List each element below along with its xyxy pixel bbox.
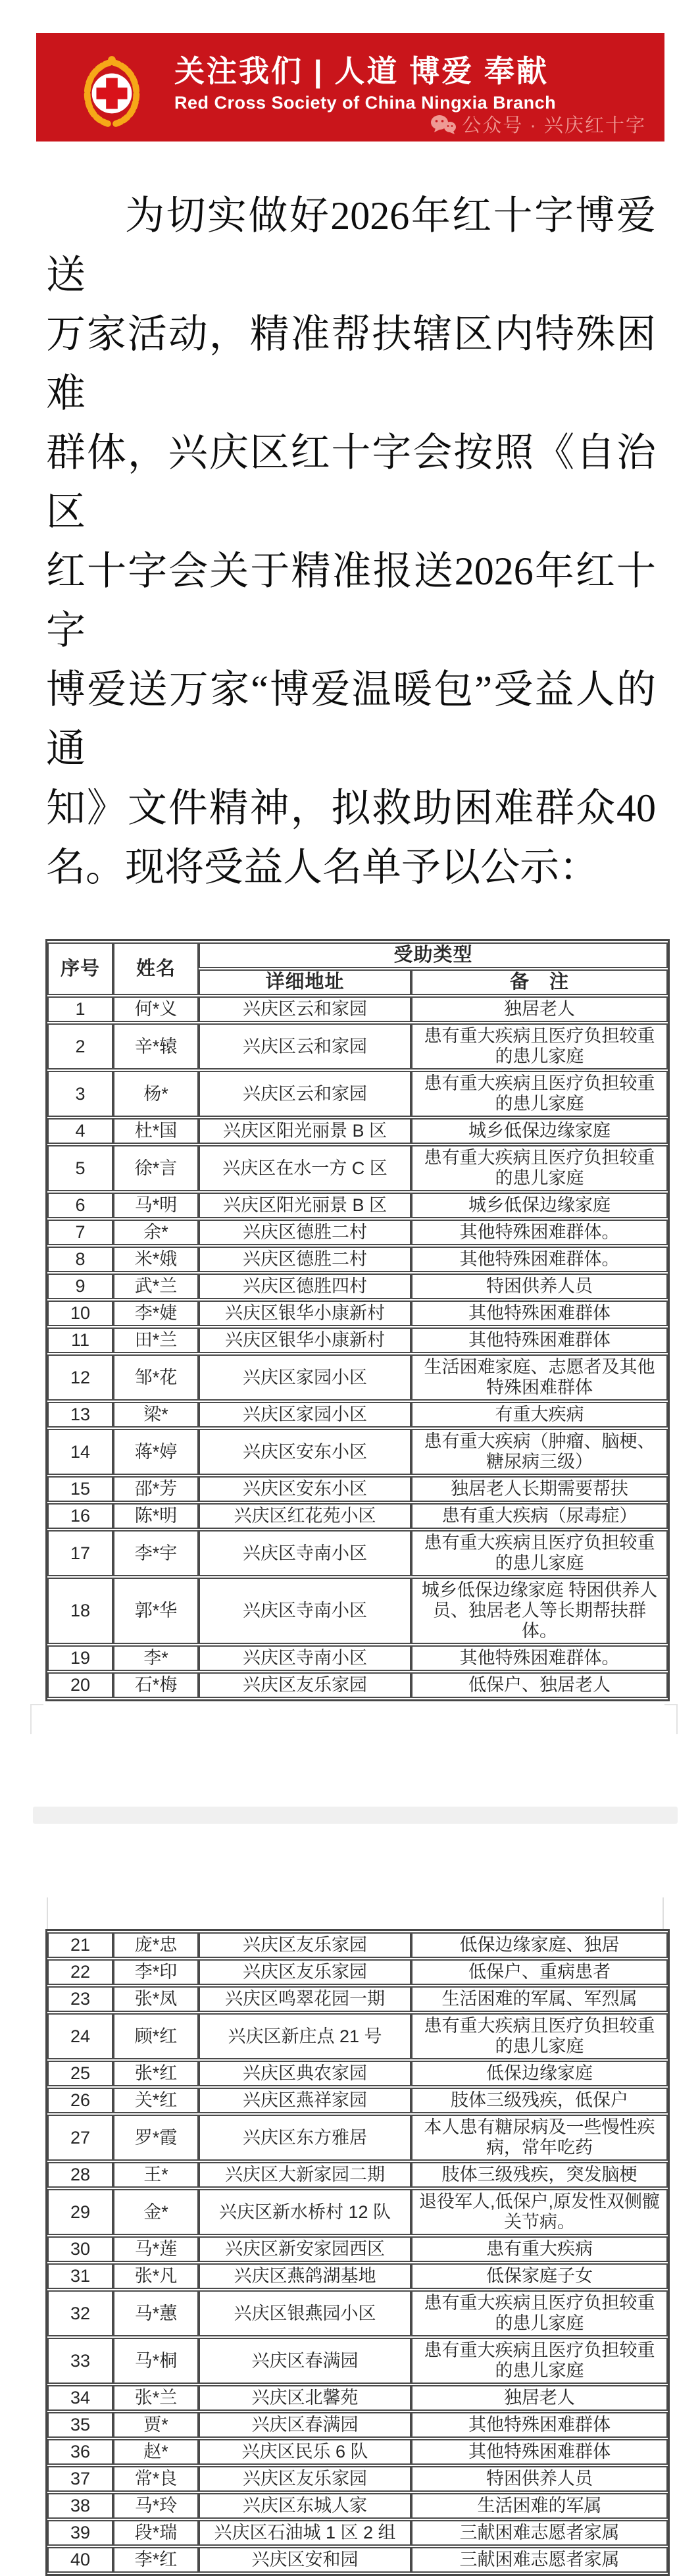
table-row bbox=[47, 1672, 668, 1698]
cell-address: 兴庆区云和家园 bbox=[199, 1023, 411, 1069]
table-row bbox=[47, 1503, 668, 1529]
cell-index: 2 bbox=[47, 1023, 113, 1069]
red-cross-emblem-icon bbox=[80, 53, 144, 130]
table-row bbox=[47, 1145, 668, 1191]
cell-address: 兴庆区云和家园 bbox=[199, 1071, 411, 1117]
cell-address: 兴庆区在水一方 C 区 bbox=[199, 1145, 411, 1191]
cell-remark: 患有重大疾病且医疗负担较重的患儿家庭 bbox=[411, 2013, 668, 2059]
cell-index: 13 bbox=[47, 1402, 113, 1428]
cell-index: 14 bbox=[47, 1429, 113, 1475]
intro-line: 万家活动，精准帮扶辖区内特殊困难 bbox=[46, 313, 656, 415]
cell-name: 辛*辕 bbox=[113, 1023, 199, 1069]
cell-remark: 独居老人 bbox=[411, 996, 668, 1022]
table-row bbox=[47, 2412, 668, 2438]
cell-address: 兴庆区寺南小区 bbox=[199, 1530, 411, 1576]
cell-name: 李*婕 bbox=[113, 1301, 199, 1326]
table-row bbox=[47, 1327, 668, 1353]
table-stub-line bbox=[47, 1897, 48, 1929]
cell-index: 3 bbox=[47, 1071, 113, 1117]
table-row bbox=[47, 1402, 668, 1428]
cell-name: 蒋*婷 bbox=[113, 1429, 199, 1475]
cell-name: 米*娥 bbox=[113, 1247, 199, 1272]
cell-index: 15 bbox=[47, 1476, 113, 1502]
cell-address: 兴庆区友乐家园 bbox=[199, 1959, 411, 1985]
table-stub-line bbox=[662, 1897, 664, 1929]
cell-index: 35 bbox=[47, 2412, 113, 2438]
cell-name: 梁* bbox=[113, 1402, 199, 1428]
banner-slogan: 关注我们 | 人道 博爱 奉献 bbox=[174, 54, 549, 88]
cell-name: 张*红 bbox=[113, 2061, 199, 2086]
table-row bbox=[47, 2189, 668, 2235]
table-row bbox=[47, 1429, 668, 1475]
cell-remark: 患有重大疾病（肿瘤、脑梗、糖尿病三级） bbox=[411, 1429, 668, 1475]
table-row bbox=[47, 2162, 668, 2188]
cell-address: 兴庆区家园小区 bbox=[199, 1402, 411, 1428]
intro-line: 名。现将受益人名单予以公示： bbox=[46, 846, 599, 889]
cell-index: 17 bbox=[47, 1530, 113, 1576]
table-row bbox=[47, 2088, 668, 2113]
cell-remark: 肢体三级残疾，低保户 bbox=[411, 2088, 668, 2113]
cell-remark: 其他特殊困难群体。 bbox=[411, 1220, 668, 1245]
cell-remark: 其他特殊困难群体 bbox=[411, 2439, 668, 2465]
cell-remark: 其他特殊困难群体 bbox=[411, 1327, 668, 1353]
cell-index: 8 bbox=[47, 1247, 113, 1272]
cell-remark: 特困供养人员 bbox=[411, 2466, 668, 2492]
cell-index: 5 bbox=[47, 1145, 113, 1191]
cell-address: 兴庆区德胜二村 bbox=[199, 1247, 411, 1272]
cell-address: 兴庆区银华小康新村 bbox=[199, 1327, 411, 1353]
cell-address: 兴庆区大新家园二期 bbox=[199, 2162, 411, 2188]
cell-address: 兴庆区安东小区 bbox=[199, 1429, 411, 1475]
cell-index: 9 bbox=[47, 1274, 113, 1299]
cell-remark: 患有重大疾病且医疗负担较重的患儿家庭 bbox=[411, 2290, 668, 2336]
cell-address: 兴庆区春满园 bbox=[199, 2412, 411, 2438]
cell-remark: 其他特殊困难群体。 bbox=[411, 1645, 668, 1671]
table-row bbox=[47, 1220, 668, 1245]
cell-remark: 患有重大疾病且医疗负担较重的患儿家庭 bbox=[411, 2338, 668, 2384]
cell-remark: 城乡低保边缘家庭 bbox=[411, 1193, 668, 1218]
intro-paragraph bbox=[46, 186, 656, 897]
cell-address: 兴庆区东城人家 bbox=[199, 2493, 411, 2519]
cell-address: 兴庆区友乐家园 bbox=[199, 2466, 411, 2492]
cell-address: 兴庆区家园小区 bbox=[199, 1354, 411, 1401]
table-row bbox=[47, 1645, 668, 1671]
cell-address: 兴庆区燕鸽湖基地 bbox=[199, 2263, 411, 2289]
cell-index: 29 bbox=[47, 2189, 113, 2235]
cell-address: 兴庆区云和家园 bbox=[199, 996, 411, 1022]
cell-name: 段*瑞 bbox=[113, 2520, 199, 2546]
banner-account-label: 公众号 · 兴庆红十字 bbox=[462, 115, 646, 136]
cell-name: 李*宇 bbox=[113, 1530, 199, 1576]
table-row bbox=[47, 1118, 668, 1144]
cell-index: 37 bbox=[47, 2466, 113, 2492]
cell-address: 兴庆区阳光丽景 B 区 bbox=[199, 1118, 411, 1144]
cell-address: 兴庆区寺南小区 bbox=[199, 1645, 411, 1671]
cell-name: 邹*花 bbox=[113, 1354, 199, 1401]
cell-address: 兴庆区新安家园西区 bbox=[199, 2236, 411, 2262]
cell-index: 10 bbox=[47, 1301, 113, 1326]
page-break-separator bbox=[0, 1701, 700, 1929]
cell-remark: 三献困难志愿者家属 bbox=[411, 2547, 668, 2573]
cell-name: 邵*芳 bbox=[113, 1476, 199, 1502]
cell-index: 39 bbox=[47, 2520, 113, 2546]
table-row bbox=[47, 2385, 668, 2411]
cell-index: 34 bbox=[47, 2385, 113, 2411]
cell-remark: 患有重大疾病且医疗负担较重的患儿家庭 bbox=[411, 1530, 668, 1576]
cell-remark: 患有重大疾病（尿毒症） bbox=[411, 1503, 668, 1529]
cell-address: 兴庆区新水桥村 12 队 bbox=[199, 2189, 411, 2235]
cell-index: 27 bbox=[47, 2115, 113, 2161]
cell-name: 李*印 bbox=[113, 1959, 199, 1985]
table-row bbox=[47, 1530, 668, 1576]
cell-remark: 退役军人,低保户,原发性双侧髋关节病。 bbox=[411, 2189, 668, 2235]
table-row bbox=[47, 1193, 668, 1218]
table-row bbox=[47, 2013, 668, 2059]
cell-index: 28 bbox=[47, 2162, 113, 2188]
cell-remark: 肢体三级残疾，突发脑梗 bbox=[411, 2162, 668, 2188]
cell-index: 4 bbox=[47, 1118, 113, 1144]
intro-line: 群体，兴庆区红十字会按照《自治区 bbox=[46, 431, 656, 534]
cell-address: 兴庆区安和园 bbox=[199, 2547, 411, 2573]
cell-name: 马*蕙 bbox=[113, 2290, 199, 2336]
cell-name: 庞*忠 bbox=[113, 1932, 199, 1958]
cell-name: 张*兰 bbox=[113, 2385, 199, 2411]
cell-index: 16 bbox=[47, 1503, 113, 1529]
cell-name: 徐*言 bbox=[113, 1145, 199, 1191]
cell-address: 兴庆区鸣翠花园一期 bbox=[199, 1986, 411, 2012]
cell-index: 21 bbox=[47, 1932, 113, 1958]
cell-remark: 其他特殊困难群体 bbox=[411, 1301, 668, 1326]
cell-name: 马*明 bbox=[113, 1193, 199, 1218]
cell-name: 张*凡 bbox=[113, 2263, 199, 2289]
cell-remark: 生活困难的军属 bbox=[411, 2493, 668, 2519]
table-row bbox=[47, 2466, 668, 2492]
cell-index: 18 bbox=[47, 1578, 113, 1644]
cell-address: 兴庆区燕祥家园 bbox=[199, 2088, 411, 2113]
cell-remark: 城乡低保边缘家庭 特困供养人员、独居老人等长期帮扶群体。 bbox=[411, 1578, 668, 1644]
cell-name: 马*莲 bbox=[113, 2236, 199, 2262]
table-row bbox=[47, 2115, 668, 2161]
cell-remark: 患有重大疾病 bbox=[411, 2236, 668, 2262]
cell-name: 杜*国 bbox=[113, 1118, 199, 1144]
table-row bbox=[47, 1247, 668, 1272]
cell-address: 兴庆区石油城 1 区 2 组 bbox=[199, 2520, 411, 2546]
cell-name: 马*桐 bbox=[113, 2338, 199, 2384]
intro-line: 红十字会关于精准报送2026年红十字 bbox=[46, 550, 656, 652]
cell-remark: 独居老人长期需要帮扶 bbox=[411, 1476, 668, 1502]
table-row bbox=[47, 2547, 668, 2573]
cell-remark: 低保户、重病患者 bbox=[411, 1959, 668, 1985]
header-index: 序号 bbox=[47, 942, 113, 995]
header-aid-type: 受助类型 bbox=[199, 942, 668, 968]
table-row bbox=[47, 1301, 668, 1326]
table-row bbox=[47, 2263, 668, 2289]
cell-remark: 低保家庭子女 bbox=[411, 2263, 668, 2289]
table-row bbox=[47, 2290, 668, 2336]
table-row bbox=[47, 1071, 668, 1117]
table-row bbox=[47, 1274, 668, 1299]
cell-name: 田*兰 bbox=[113, 1327, 199, 1353]
table-row bbox=[47, 1986, 668, 2012]
cell-address: 兴庆区春满园 bbox=[199, 2338, 411, 2384]
cell-name: 常*良 bbox=[113, 2466, 199, 2492]
cell-index: 23 bbox=[47, 1986, 113, 2012]
table-row bbox=[47, 1959, 668, 1985]
cell-address: 兴庆区寺南小区 bbox=[199, 1578, 411, 1644]
cell-index: 38 bbox=[47, 2493, 113, 2519]
table-row bbox=[47, 996, 668, 1022]
table-row bbox=[47, 2520, 668, 2546]
cell-remark: 患有重大疾病且医疗负担较重的患儿家庭 bbox=[411, 1071, 668, 1117]
cell-index: 12 bbox=[47, 1354, 113, 1401]
cell-name: 杨* bbox=[113, 1071, 199, 1117]
cell-index: 25 bbox=[47, 2061, 113, 2086]
cell-index: 36 bbox=[47, 2439, 113, 2465]
cell-index: 1 bbox=[47, 996, 113, 1022]
header-address: 详细地址 bbox=[199, 969, 411, 995]
table-row bbox=[47, 1023, 668, 1069]
cell-address: 兴庆区北馨苑 bbox=[199, 2385, 411, 2411]
table-row bbox=[47, 1932, 668, 1958]
cell-name: 罗*霞 bbox=[113, 2115, 199, 2161]
cell-remark: 三献困难志愿者家属 bbox=[411, 2520, 668, 2546]
table-row bbox=[47, 2338, 668, 2384]
cell-index: 30 bbox=[47, 2236, 113, 2262]
cell-index: 20 bbox=[47, 1672, 113, 1698]
cell-index: 22 bbox=[47, 1959, 113, 1985]
cell-name: 金* bbox=[113, 2189, 199, 2235]
table-row bbox=[47, 1476, 668, 1502]
cell-address: 兴庆区德胜四村 bbox=[199, 1274, 411, 1299]
cell-remark: 患有重大疾病且医疗负担较重的患儿家庭 bbox=[411, 1023, 668, 1069]
cell-address: 兴庆区安东小区 bbox=[199, 1476, 411, 1502]
cell-remark: 其他特殊困难群体。 bbox=[411, 1247, 668, 1272]
cell-index: 19 bbox=[47, 1645, 113, 1671]
cell-address: 兴庆区友乐家园 bbox=[199, 1672, 411, 1698]
cell-address: 兴庆区银燕园小区 bbox=[199, 2290, 411, 2336]
header-name: 姓名 bbox=[113, 942, 199, 995]
cell-address: 兴庆区新庄点 21 号 bbox=[199, 2013, 411, 2059]
cell-remark: 特困供养人员 bbox=[411, 1274, 668, 1299]
cell-name: 李*红 bbox=[113, 2547, 199, 2573]
cell-index: 24 bbox=[47, 2013, 113, 2059]
cell-name: 余* bbox=[113, 1220, 199, 1245]
cell-remark: 低保户、独居老人 bbox=[411, 1672, 668, 1698]
intro-line: 为切实做好2026年红十字博爱送 bbox=[46, 194, 656, 297]
table-header-row bbox=[47, 942, 668, 968]
table-row bbox=[47, 2493, 668, 2519]
cell-name: 郭*华 bbox=[113, 1578, 199, 1644]
cell-address: 兴庆区银华小康新村 bbox=[199, 1301, 411, 1326]
cell-name: 关*红 bbox=[113, 2088, 199, 2113]
cell-index: 31 bbox=[47, 2263, 113, 2289]
cell-index: 6 bbox=[47, 1193, 113, 1218]
cell-remark: 城乡低保边缘家庭 bbox=[411, 1118, 668, 1144]
cell-remark: 生活困难的军属、军烈属 bbox=[411, 1986, 668, 2012]
wechat-icon bbox=[430, 114, 457, 135]
cell-address: 兴庆区典农家园 bbox=[199, 2061, 411, 2086]
banner-subtitle: Red Cross Society of China Ningxia Branch bbox=[174, 93, 557, 113]
cell-index: 32 bbox=[47, 2290, 113, 2336]
cell-address: 兴庆区德胜二村 bbox=[199, 1220, 411, 1245]
cell-name: 赵* bbox=[113, 2439, 199, 2465]
cell-address: 兴庆区红花苑小区 bbox=[199, 1503, 411, 1529]
cell-name: 张*凤 bbox=[113, 1986, 199, 2012]
cell-remark: 低保边缘家庭 bbox=[411, 2061, 668, 2086]
corner-mark bbox=[30, 1704, 43, 1734]
cell-name: 石*梅 bbox=[113, 1672, 199, 1698]
cell-remark: 本人患有糖尿病及一些慢性疾病，常年吃药 bbox=[411, 2115, 668, 2161]
cell-name: 何*义 bbox=[113, 996, 199, 1022]
cell-name: 贾* bbox=[113, 2412, 199, 2438]
cell-name: 马*玲 bbox=[113, 2493, 199, 2519]
red-cross-banner bbox=[36, 33, 664, 142]
table-row bbox=[47, 2061, 668, 2086]
cell-remark: 患有重大疾病且医疗负担较重的患儿家庭 bbox=[411, 1145, 668, 1191]
cell-index: 7 bbox=[47, 1220, 113, 1245]
cell-remark: 低保边缘家庭、独居 bbox=[411, 1932, 668, 1958]
cell-address: 兴庆区东方雅居 bbox=[199, 2115, 411, 2161]
table-row bbox=[47, 2236, 668, 2262]
table-row bbox=[47, 1578, 668, 1644]
cell-index: 40 bbox=[47, 2547, 113, 2573]
cell-remark: 有重大疾病 bbox=[411, 1402, 668, 1428]
beneficiary-table-page-1 bbox=[45, 939, 670, 1701]
corner-mark bbox=[664, 1704, 678, 1734]
cell-address: 兴庆区民乐 6 队 bbox=[199, 2439, 411, 2465]
intro-line: 博爱送万家“博爱温暖包”受益人的通 bbox=[46, 668, 656, 771]
cell-remark: 独居老人 bbox=[411, 2385, 668, 2411]
beneficiary-table-page-2 bbox=[45, 1929, 670, 2576]
cell-name: 武*兰 bbox=[113, 1274, 199, 1299]
table-row bbox=[47, 1354, 668, 1401]
cell-address: 兴庆区友乐家园 bbox=[199, 1932, 411, 1958]
cell-index: 26 bbox=[47, 2088, 113, 2113]
cell-name: 王* bbox=[113, 2162, 199, 2188]
cell-name: 陈*明 bbox=[113, 1503, 199, 1529]
cell-remark: 生活困难家庭、志愿者及其他特殊困难群体 bbox=[411, 1354, 668, 1401]
table-row bbox=[47, 2439, 668, 2465]
cell-address: 兴庆区阳光丽景 B 区 bbox=[199, 1193, 411, 1218]
cell-index: 33 bbox=[47, 2338, 113, 2384]
intro-line: 知》文件精神，拟救助困难群众40 bbox=[46, 786, 656, 830]
header-remark: 备 注 bbox=[411, 969, 668, 995]
cell-index: 11 bbox=[47, 1327, 113, 1353]
banner-account bbox=[430, 111, 646, 138]
cell-name: 顾*红 bbox=[113, 2013, 199, 2059]
cell-remark: 其他特殊困难群体 bbox=[411, 2412, 668, 2438]
cell-name: 李* bbox=[113, 1645, 199, 1671]
separator-band bbox=[33, 1807, 678, 1824]
